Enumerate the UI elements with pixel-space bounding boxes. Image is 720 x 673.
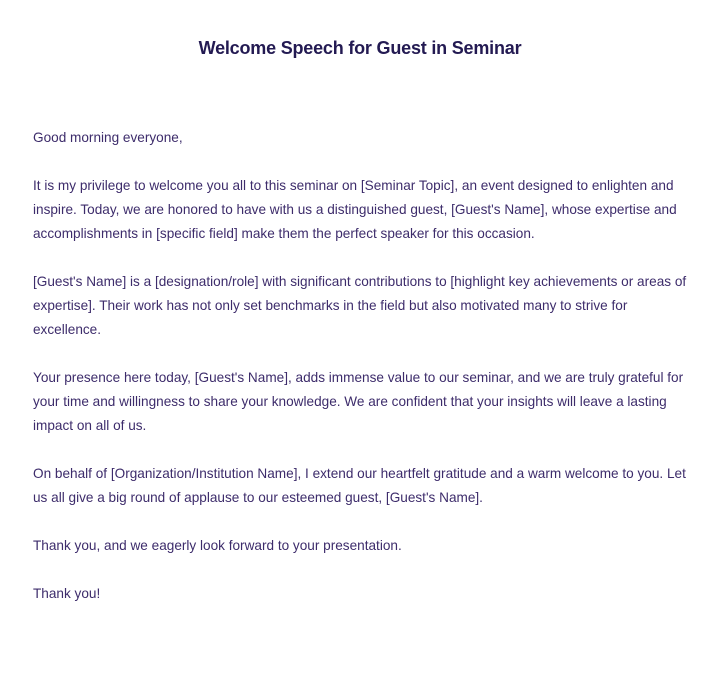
intro-paragraph: It is my privilege to welcome you all to this seminar on [Seminar Topic], an event designed to enlighten and inspire. Today, we are honored to have with us a distinguished guest, [Guest's Name], whose expertise and accomplishments in [specific field] make them the perfect speaker for this occasion.: [33, 178, 677, 241]
greeting-paragraph: Good morning everyone,: [33, 130, 183, 145]
closing-paragraph: Thank you, and we eagerly look forward to your presentation.: [33, 538, 402, 553]
guest-profile-paragraph: [Guest's Name] is a [designation/role] with significant contributions to [highlight key achievements or areas of expertise]. Their work has not only set benchmarks in the field but also motivated many to strive for excellence.: [33, 274, 687, 337]
document-body: [33, 126, 693, 630]
document-title: Welcome Speech for Guest in Seminar: [198, 38, 522, 58]
sign-off-paragraph: Thank you!: [33, 586, 101, 601]
welcome-paragraph: On behalf of [Organization/Institution Name], I extend our heartfelt gratitude and a warm welcome to you. Let us all give a big round of applause to our esteemed guest, [Guest's Name].: [33, 466, 686, 505]
gratitude-paragraph: Your presence here today, [Guest's Name], adds immense value to our seminar, and we are truly grateful for your time and willingness to share your knowledge. We are confident that your insights will leave a lasting impact on all of us.: [33, 370, 684, 433]
